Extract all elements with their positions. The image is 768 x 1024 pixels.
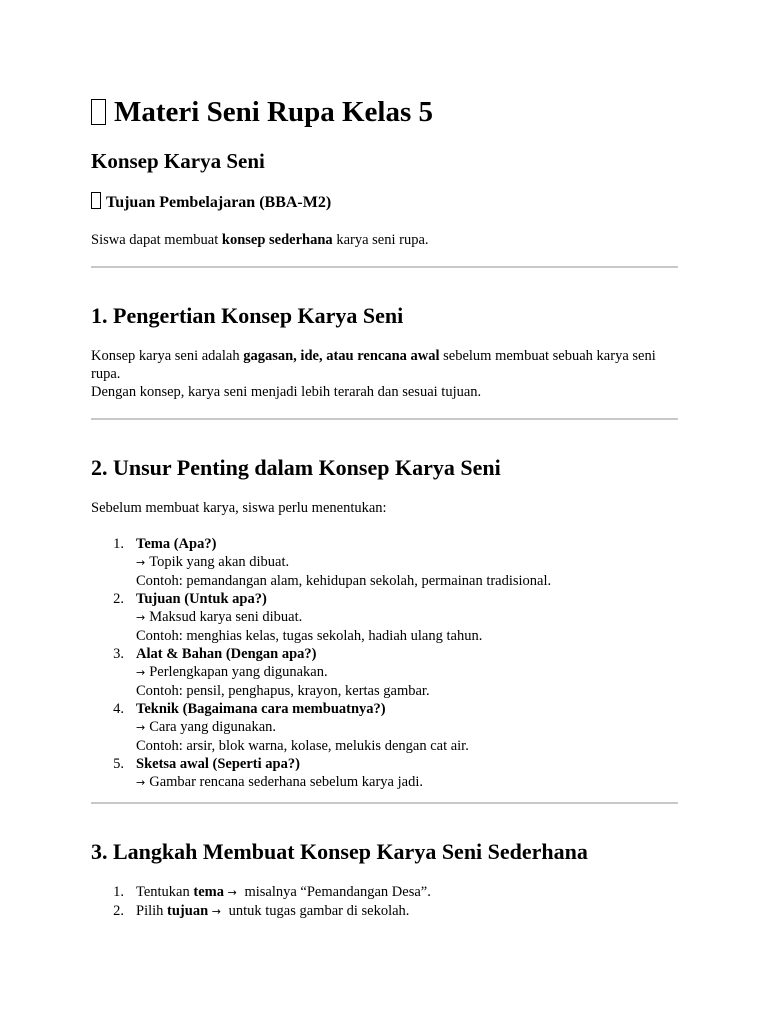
page-subtitle: Konsep Karya Seni [91,149,265,173]
list-number: 1. [113,536,124,552]
item-description: → Gambar rencana sederhana sebelum karya jadi. [136,774,423,790]
item-title: Tema (Apa?) [136,536,217,552]
arrow-right-icon: → [136,611,146,624]
list-number: 4. [113,701,124,717]
item-description: → Maksud karya seni dibuat. [136,609,303,625]
arrow-right-icon: → [211,905,221,918]
missing-glyph-icon [91,192,101,209]
item-description: → Cara yang digunakan. [136,719,277,735]
list-number: 5. [113,756,124,772]
steps-list [91,883,679,921]
section-1-body [91,347,679,401]
item-title: Tujuan (Untuk apa?) [136,591,267,607]
list-item [91,535,679,590]
missing-glyph-icon [91,99,106,125]
list-item [91,755,679,792]
list-item [91,645,679,700]
item-example: Contoh: pemandangan alam, kehidupan sekolah, permainan tradisional. [136,573,552,589]
purpose-paragraph: Dengan konsep, karya seni menjadi lebih terarah dan sesuai tujuan. [91,384,482,400]
divider [91,418,678,420]
section-heading-3: 3. Langkah Membuat Konsep Karya Seni Sederhana [91,839,588,864]
item-description: → Perlengkapan yang digunakan. [136,664,328,680]
item-title: Alat & Bahan (Dengan apa?) [136,646,317,662]
list-number: 3. [113,646,124,662]
arrow-right-icon: → [136,556,146,569]
section-heading-1: 1. Pengertian Konsep Karya Seni [91,303,404,328]
step-item: 2. Pilih tujuan → untuk tugas gambar di sekolah. [91,902,679,921]
item-title: Sketsa awal (Seperti apa?) [136,756,300,772]
objective-heading: Tujuan Pembelajaran (BBA-M2) [91,192,331,214]
item-example: Contoh: pensil, penghapus, krayon, kertas gambar. [136,683,430,699]
item-description: → Topik yang akan dibuat. [136,554,290,570]
objective-text: Siswa dapat membuat konsep sederhana karya seni rupa. [91,232,429,248]
divider [91,802,678,804]
list-number: 1. [113,884,124,900]
step-item: 1. Tentukan tema → misalnya “Pemandangan Desa”. [91,883,679,902]
arrow-right-icon: → [136,721,146,734]
definition-paragraph: Konsep karya seni adalah gagasan, ide, atau rencana awal sebelum membuat sebuah karya seni rupa. [91,348,656,382]
item-example: Contoh: arsir, blok warna, kolase, melukis dengan cat air. [136,738,469,754]
arrow-right-icon: → [227,886,237,899]
arrow-right-icon: → [136,666,146,679]
list-item [91,700,679,755]
arrow-right-icon: → [136,776,146,789]
item-example: Contoh: menghias kelas, tugas sekolah, hadiah ulang tahun. [136,628,483,644]
section-heading-2: 2. Unsur Penting dalam Konsep Karya Seni [91,455,501,480]
list-number: 2. [113,903,124,919]
list-item [91,590,679,645]
section-2-intro: Sebelum membuat karya, siswa perlu menentukan: [91,500,387,516]
divider [91,266,678,268]
page-title: Materi Seni Rupa Kelas 5 [91,94,433,130]
list-number: 2. [113,591,124,607]
item-title: Teknik (Bagaimana cara membuatnya?) [136,701,386,717]
elements-list [91,535,679,792]
